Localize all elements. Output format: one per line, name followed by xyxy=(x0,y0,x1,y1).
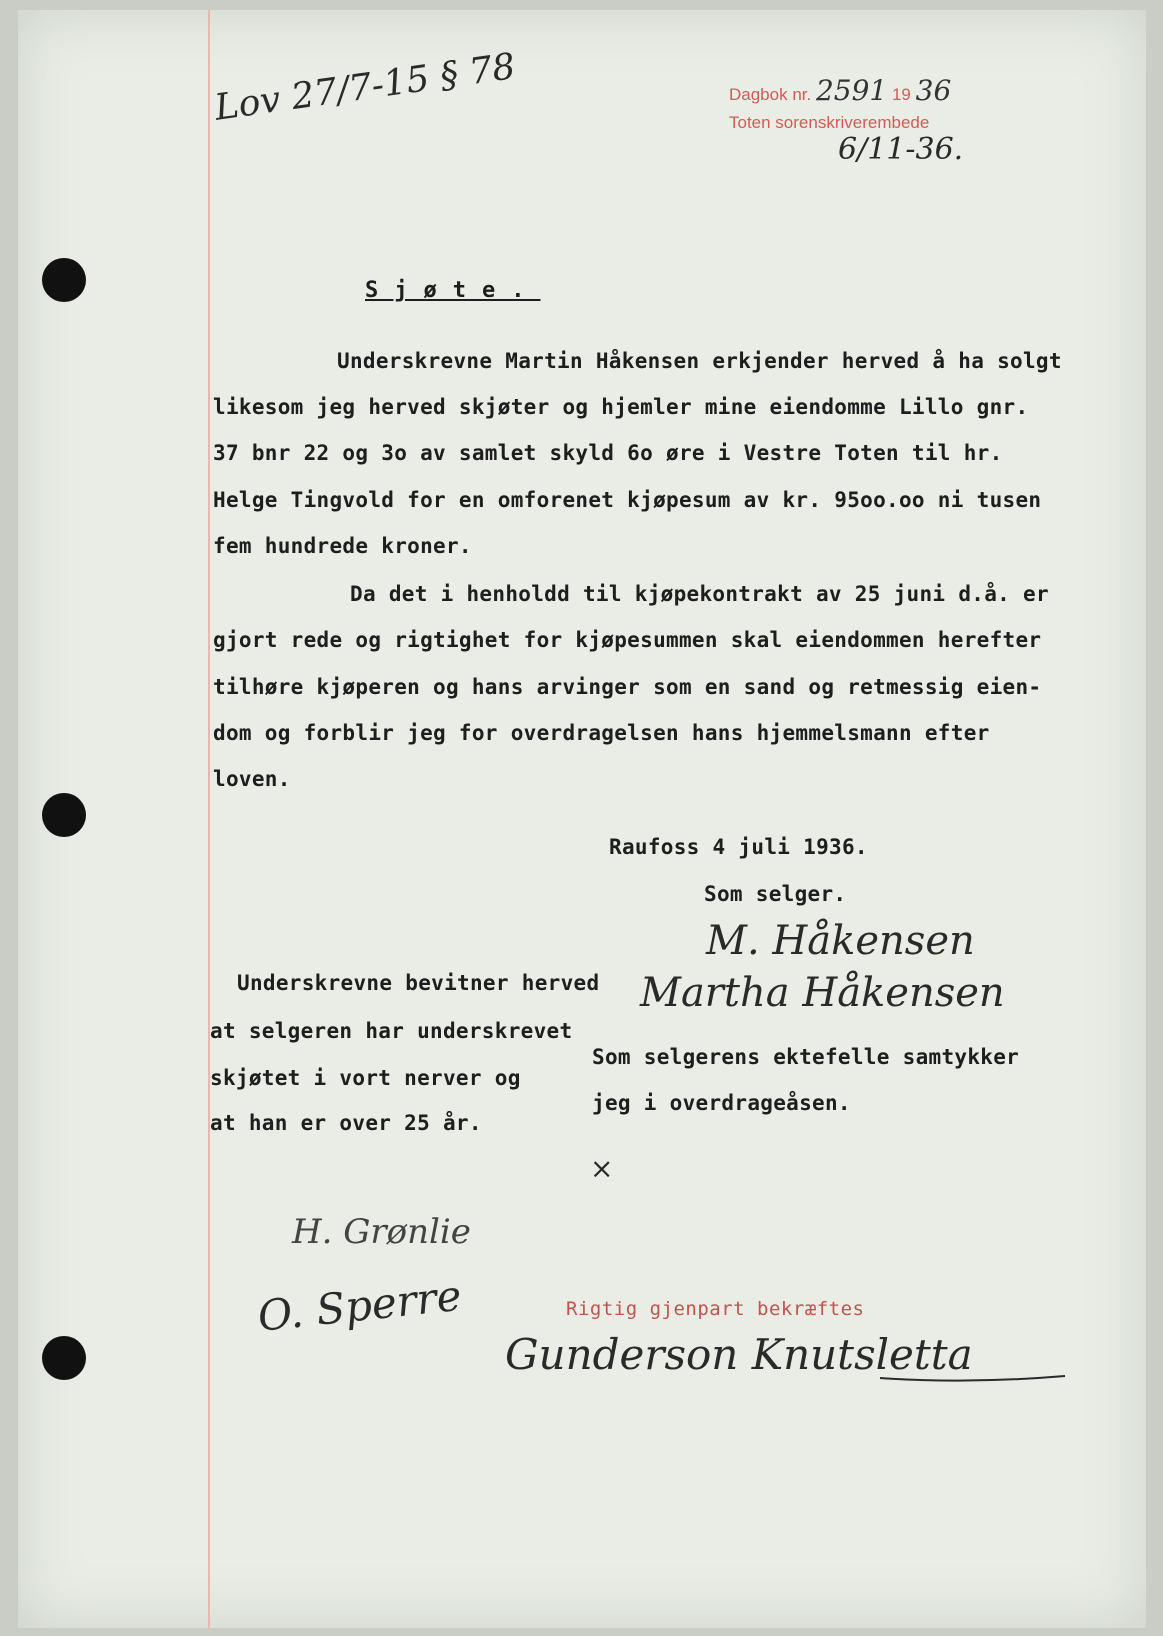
body-line: fem hundrede kroner. xyxy=(213,534,472,558)
stamp-dagbok-number: 2591 xyxy=(815,74,888,107)
stamp-office: Toten sorenskriverembede xyxy=(729,113,930,132)
spouse-consent-line: Som selgerens ektefelle samtykker xyxy=(592,1045,1020,1069)
spouse-consent-line: jeg i overdrageåsen. xyxy=(592,1091,851,1115)
witness-line: skjøtet i vort nerver og xyxy=(210,1066,521,1090)
punch-hole xyxy=(42,1336,86,1380)
margin-line xyxy=(208,10,210,1628)
judge-signature: Gunderson Knutsletta xyxy=(505,1330,973,1379)
body-line: Helge Tingvold for en omforenet kjøpesum av kr. 95oo.oo ni tusen xyxy=(213,488,1042,512)
punch-hole xyxy=(42,793,86,837)
body-line: dom og forblir jeg for overdragelsen hans hjemmelsmann efter xyxy=(213,721,990,745)
signature-underline xyxy=(880,1374,1070,1384)
witness1-signature: H. Grønlie xyxy=(292,1212,471,1252)
document-page xyxy=(18,10,1146,1628)
certification-text: Rigtig gjenpart bekræftes xyxy=(566,1298,865,1320)
margin-note: Lov 27/7-15 § 78 xyxy=(212,46,518,129)
body-line: Underskrevne Martin Håkensen erkjender herved å ha solgt xyxy=(337,349,1062,373)
spouse-signature: Martha Håkensen xyxy=(640,970,1005,1016)
witness-line: at han er over 25 år. xyxy=(210,1111,482,1135)
cross-mark: × xyxy=(590,1152,614,1185)
body-line: likesom jeg herved skjøter og hjemler mine eiendomme Lillo gnr. xyxy=(213,395,1029,419)
seller-signature: M. Håkensen xyxy=(706,918,975,964)
body-line: Da det i henholdd til kjøpekontrakt av 25 juni d.å. er xyxy=(350,582,1049,606)
witness2-signature: O. Sperre xyxy=(255,1270,464,1341)
stamp-year: 36 xyxy=(915,74,952,107)
stamp-date: 6/11-36. xyxy=(838,132,964,167)
punch-hole xyxy=(42,258,86,302)
witness-line: Underskrevne bevitner herved xyxy=(237,971,600,995)
stamp-year-prefix: 19 xyxy=(891,85,911,104)
stamp-line1 xyxy=(729,74,952,107)
body-line: tilhøre kjøperen og hans arvinger som en sand og retmessig eien- xyxy=(213,675,1042,699)
document-title: Sjøte. xyxy=(365,278,541,303)
seller-label: Som selger. xyxy=(704,882,847,906)
place-date: Raufoss 4 juli 1936. xyxy=(609,835,868,859)
witness-line: at selgeren har underskrevet xyxy=(210,1019,573,1043)
stamp-dagbok-label: Dagbok nr. xyxy=(729,85,812,104)
body-line: loven. xyxy=(213,767,291,791)
body-line: 37 bnr 22 og 3o av samlet skyld 6o øre i Vestre Toten til hr. xyxy=(213,441,1003,465)
body-line: gjort rede og rigtighet for kjøpesummen skal eiendommen herefter xyxy=(213,628,1042,652)
